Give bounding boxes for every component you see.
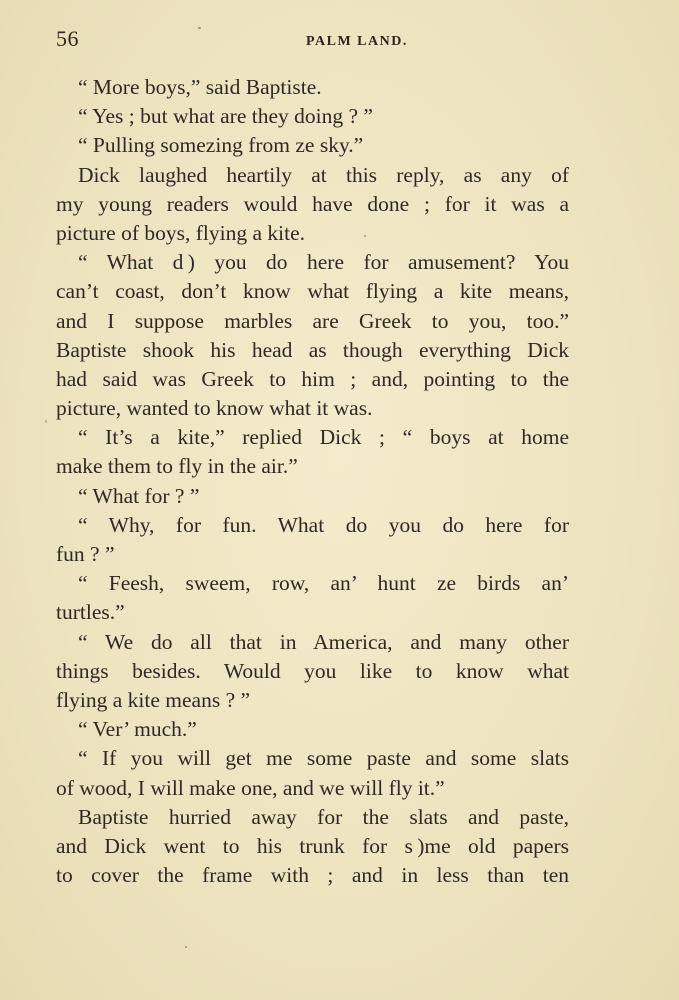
text-line: “ It’s a kite,” replied Dick ; “ boys at home	[78, 425, 569, 450]
ink-speck	[198, 27, 201, 29]
text-line: “ Ver’ much.”	[78, 717, 197, 742]
ink-speck	[364, 235, 366, 237]
text-line: “ What d ) you do here for amusement? You	[78, 250, 569, 275]
text-line: picture of boys, flying a kite.	[56, 220, 305, 245]
running-head: PALM LAND.	[306, 34, 408, 49]
text-line: “ Feesh, sweem, row, an’ hunt ze birds an’	[78, 571, 569, 596]
text-line: of wood, I will make one, and we will fly it.”	[56, 775, 445, 800]
page-number: 56	[56, 26, 79, 51]
ink-speck	[45, 420, 47, 423]
text-line: picture, wanted to know what it was.	[56, 396, 373, 421]
text-line: make them to fly in the air.”	[56, 454, 298, 479]
text-line: and I suppose marbles are Greek to you, too.”	[56, 308, 569, 333]
text-line: Baptiste hurried away for the slats and paste,	[78, 804, 569, 829]
text-line: “ Yes ; but what are they doing ? ”	[78, 104, 373, 129]
ink-speck	[185, 946, 187, 948]
text-line: to cover the frame with ; and in less than ten	[56, 863, 569, 888]
text-line: “ If you will get me some paste and some slats	[78, 746, 569, 771]
text-line: “ We do all that in America, and many other	[78, 629, 569, 654]
text-line: can’t coast, don’t know what flying a kite means,	[56, 279, 569, 304]
text-line: “ What for ? ”	[78, 483, 200, 508]
text-line: “ Why, for fun. What do you do here for	[78, 512, 569, 537]
text-line: Dick laughed heartily at this reply, as any of	[78, 162, 569, 187]
body-text	[56, 73, 569, 890]
text-line: things besides. Would you like to know what	[56, 658, 569, 683]
text-line: had said was Greek to him ; and, pointing to the	[56, 366, 569, 391]
page-header	[56, 26, 571, 56]
text-line: “ Pulling somezing from ze sky.”	[78, 133, 364, 158]
text-line: and Dick went to his trunk for s )me old papers	[56, 833, 569, 858]
text-line: flying a kite means ? ”	[56, 687, 251, 712]
text-line: turtles.”	[56, 600, 125, 625]
text-line: Baptiste shook his head as though everything Dick	[56, 337, 569, 362]
text-line: fun ? ”	[56, 542, 115, 566]
text-line: “ More boys,” said Baptiste.	[78, 75, 322, 99]
text-line: my young readers would have done ; for it was a	[56, 191, 569, 216]
